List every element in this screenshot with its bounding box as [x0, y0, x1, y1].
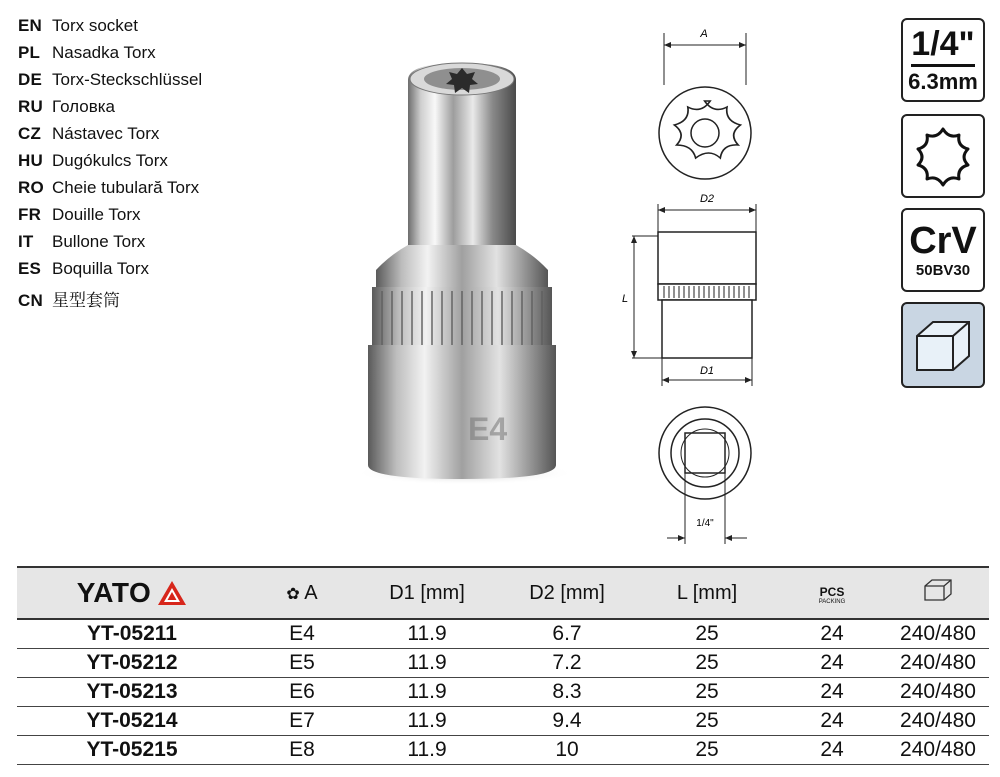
cell-l: 25 — [695, 621, 719, 645]
lang-text: Douille Torx — [52, 205, 141, 224]
cell-pcs: 24 — [820, 679, 844, 703]
lang-code: ES — [18, 259, 42, 278]
cell-code: YT-05215 — [86, 737, 178, 761]
drive-fraction: 1/4" — [911, 25, 975, 63]
lang-code: DE — [18, 70, 43, 89]
lang-row-it — [18, 232, 202, 259]
square-drive-badge — [901, 302, 985, 388]
col-header-d2: D2 [mm] — [529, 581, 605, 604]
lang-text: Cheie tubulară Torx — [52, 178, 200, 197]
lang-code: RU — [18, 97, 43, 116]
lang-row-ru — [18, 97, 202, 124]
dim-label-drive: 1/4" — [696, 518, 714, 529]
cell-d2: 7.2 — [552, 650, 582, 674]
table-row — [17, 619, 989, 648]
cell-d2: 9.4 — [552, 708, 582, 732]
lang-text: Boquilla Torx — [52, 259, 150, 278]
cell-a: E5 — [289, 650, 315, 674]
dim-label-d2: D2 — [699, 193, 715, 205]
cell-pack: 240/480 — [900, 650, 976, 674]
brand-name: YATO — [76, 577, 152, 608]
col-header-l: L [mm] — [676, 581, 738, 604]
lang-text: 星型套筒 — [52, 291, 120, 310]
col-header-box — [887, 567, 989, 619]
cell-a: E8 — [289, 737, 315, 761]
bottom-view-drawing — [655, 398, 765, 548]
lang-row-pl — [18, 43, 202, 70]
cell-l: 25 — [695, 679, 719, 703]
lang-text: Torx socket — [52, 16, 138, 35]
cell-code: YT-05211 — [87, 621, 177, 645]
lang-row-es — [18, 259, 202, 286]
cell-a: E7 — [289, 708, 315, 732]
lang-code: HU — [18, 151, 43, 170]
drive-size-badge — [901, 18, 985, 102]
cell-pack: 240/480 — [900, 621, 976, 645]
square-drive-icon — [911, 314, 975, 376]
cell-code: YT-05214 — [86, 708, 178, 732]
language-list — [18, 16, 202, 313]
lang-text: Bullone Torx — [52, 232, 146, 251]
cell-pcs: 24 — [820, 650, 844, 674]
cell-code: YT-05212 — [86, 650, 178, 674]
cell-d1: 11.9 — [407, 621, 447, 645]
lang-row-de — [18, 70, 202, 97]
cell-l: 25 — [695, 737, 719, 761]
lang-code: FR — [18, 205, 42, 224]
lang-code: CN — [18, 291, 43, 310]
table-row — [17, 648, 989, 677]
cell-d1: 11.9 — [407, 679, 447, 703]
lang-row-cz — [18, 124, 202, 151]
yato-warning-triangle-icon — [157, 580, 187, 606]
pcs-label: PCS — [819, 585, 845, 599]
col-a-label: A — [304, 581, 318, 604]
cell-d2: 6.7 — [552, 621, 582, 645]
cell-d1: 11.9 — [407, 650, 447, 674]
brand-header — [17, 567, 247, 619]
cell-d1: 11.9 — [407, 737, 447, 761]
lang-code: PL — [18, 43, 41, 62]
cell-pcs: 24 — [820, 708, 844, 732]
product-table — [17, 566, 989, 765]
socket-photo — [350, 55, 580, 485]
material-grade: 50BV30 — [915, 261, 971, 279]
col-header-pcs — [777, 567, 887, 619]
lang-row-hu — [18, 151, 202, 178]
cell-pack: 240/480 — [900, 708, 976, 732]
box-icon — [922, 577, 954, 603]
pcs-sub-label: PACKING — [818, 599, 846, 605]
lang-code: RO — [18, 178, 44, 197]
col-header-a — [247, 567, 357, 619]
cell-l: 25 — [695, 650, 719, 674]
cell-a: E4 — [289, 621, 315, 645]
cell-pcs: 24 — [820, 737, 844, 761]
lang-code: IT — [18, 232, 34, 251]
lang-code: EN — [18, 16, 43, 35]
lang-text: Nástavec Torx — [52, 124, 160, 143]
cell-pack: 240/480 — [900, 679, 976, 703]
cell-pack: 240/480 — [900, 737, 976, 761]
drive-mm: 6.3mm — [908, 69, 978, 94]
lang-row-en — [18, 16, 202, 43]
dim-label-a: A — [700, 28, 708, 40]
material-badge — [901, 208, 985, 292]
cell-d1: 11.9 — [407, 708, 447, 732]
fraction-rule — [911, 64, 975, 67]
table-row — [17, 706, 989, 735]
cell-pcs: 24 — [820, 621, 844, 645]
torx-profile-badge — [901, 114, 985, 198]
col-header-d1: D1 [mm] — [389, 581, 465, 604]
torx-small-icon: ✿ — [286, 585, 300, 603]
lang-row-fr — [18, 205, 202, 232]
dim-label-l: L — [622, 293, 629, 305]
cell-d2: 10 — [555, 737, 579, 761]
lang-text: Dugókulcs Torx — [52, 151, 168, 170]
lang-text: Головка — [52, 97, 116, 116]
lang-row-ro — [18, 178, 202, 205]
cell-d2: 8.3 — [552, 679, 582, 703]
table-row — [17, 735, 989, 764]
pcs-icon — [819, 587, 846, 607]
side-view-drawing — [622, 190, 772, 390]
table-row — [17, 677, 989, 706]
material-name: CrV — [909, 219, 977, 262]
torx-star-icon — [912, 125, 974, 187]
lang-code: CZ — [18, 124, 42, 143]
cell-l: 25 — [695, 708, 719, 732]
socket-engraving: E4 — [468, 411, 508, 447]
lang-text: Torx-Steckschlüssel — [52, 70, 203, 89]
cell-code: YT-05213 — [86, 679, 178, 703]
yato-logo — [77, 577, 188, 609]
torx-top-view-drawing — [650, 25, 760, 185]
table-header-row — [17, 567, 989, 619]
dim-label-d1: D1 — [699, 365, 715, 377]
lang-row-cn — [18, 286, 202, 313]
cell-a: E6 — [289, 679, 315, 703]
lang-text: Nasadka Torx — [52, 43, 156, 62]
